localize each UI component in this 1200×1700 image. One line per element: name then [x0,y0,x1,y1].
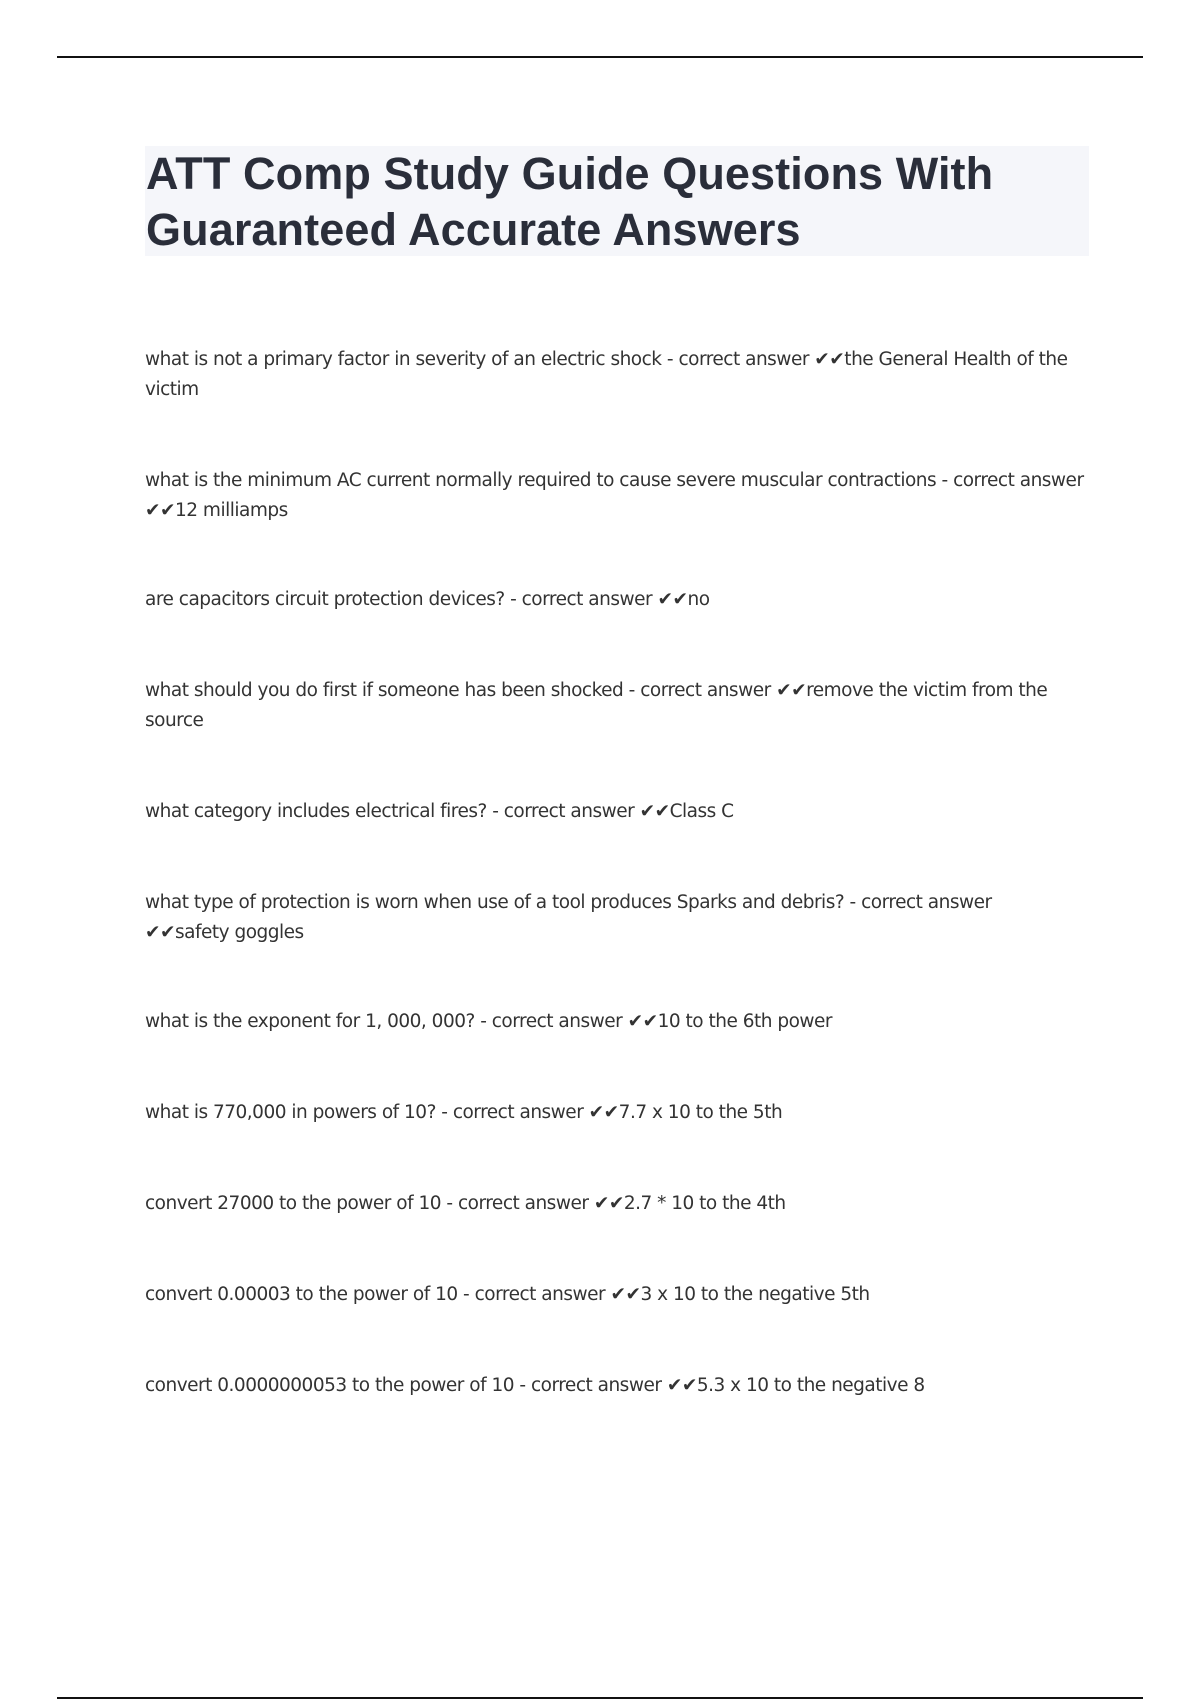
qa-item-7: what is the exponent for 1, 000, 000? - correct answer ✔✔10 to the 6th power [145,1011,833,1032]
qa-item-10: convert 0.00003 to the power of 10 - correct answer ✔✔3 x 10 to the negative 5th [145,1284,870,1305]
bottom-divider [57,1697,1143,1699]
qa-item-4: what should you do first if someone has been shocked - correct answer ✔✔remove the victim from the source [145,680,1048,731]
qa-item-5: what category includes electrical fires? - correct answer ✔✔Class C [145,801,734,822]
document-title: ATT Comp Study Guide Questions With Guaranteed Accurate Answers [146,148,994,255]
qa-item-9: convert 27000 to the power of 10 - correct answer ✔✔2.7 * 10 to the 4th [145,1193,786,1214]
qa-item-11: convert 0.0000000053 to the power of 10 - correct answer ✔✔5.3 x 10 to the negative 8 [145,1375,925,1396]
qa-item-6: what type of protection is worn when use of a tool produces Sparks and debris? - correct answer ✔✔safety goggles [145,892,992,943]
title-block [145,146,1089,256]
qa-item-2: what is the minimum AC current normally required to cause severe muscular contractions - correct answer ✔✔12 milliamps [145,470,1084,521]
qa-item-1: what is not a primary factor in severity of an electric shock - correct answer ✔✔the General Health of the victim [145,349,1068,400]
qa-item-3: are capacitors circuit protection devices? - correct answer ✔✔no [145,589,710,610]
top-divider [57,56,1143,58]
qa-item-8: what is 770,000 in powers of 10? - correct answer ✔✔7.7 x 10 to the 5th [145,1102,783,1123]
